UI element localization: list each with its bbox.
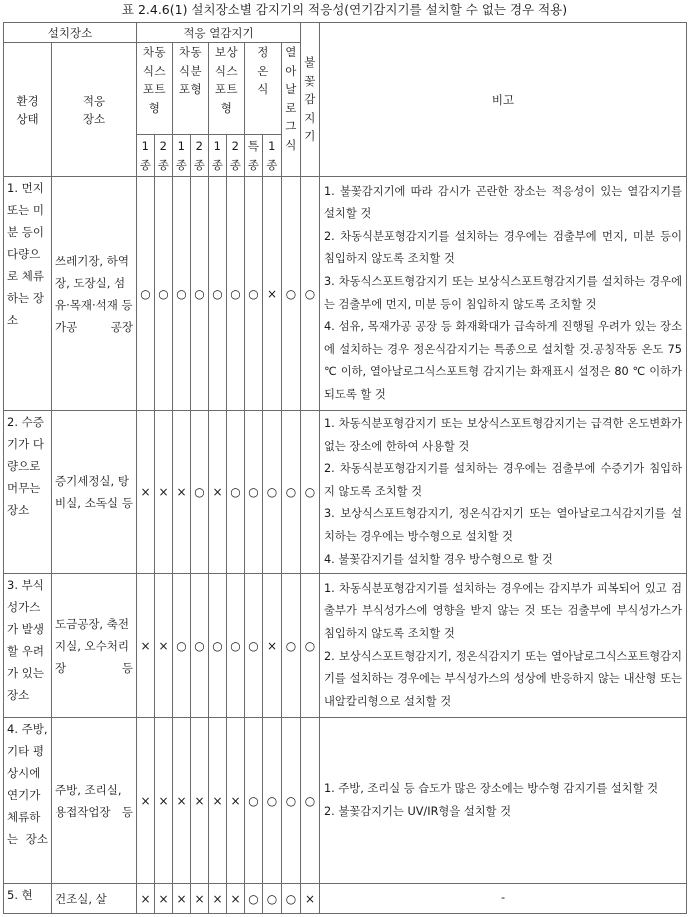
mark-cell: ○ <box>209 574 227 718</box>
mark-cell: × <box>155 411 173 574</box>
mark-cell: ○ <box>227 411 245 574</box>
mark-cell: × <box>191 718 209 884</box>
mark-cell: × <box>155 718 173 884</box>
mark-cell: ○ <box>155 177 173 411</box>
detector-suitability-table <box>3 22 687 914</box>
mark-cell: ○ <box>301 574 320 718</box>
header-sub: 1 종 <box>263 135 282 177</box>
mark-cell: ○ <box>191 574 209 718</box>
header-install-place: 설치장소 <box>4 23 137 43</box>
remarks-cell <box>320 718 687 884</box>
mark-cell: × <box>209 411 227 574</box>
header-sub: 1 종 <box>209 135 227 177</box>
remark-line: 1. 차동식분포형감지기를 설치하는 경우에는 감지부가 피복되어 있고 검출부가 부식성가스에 영향을 받지 않는 것 또는 검출부에 부식성가스가 침입하지 않도록 조치할 것 <box>324 581 682 641</box>
header-remarks: 비고 <box>320 23 687 177</box>
env-cell: 1. 먼지 또는 미분 등이 다량으로 체류하는 장소 <box>4 177 52 411</box>
header-env: 환경 상태 <box>4 43 52 177</box>
mark-cell: ○ <box>245 411 263 574</box>
mark-cell: ○ <box>263 718 282 884</box>
mark-cell: ○ <box>173 574 191 718</box>
mark-cell: × <box>173 884 191 914</box>
table-title: 표 2.4.6(1) 설치장소별 감지기의 적응성(연기감지기를 설치할 수 없는 경우 적용) <box>121 2 568 17</box>
mark-cell: × <box>173 411 191 574</box>
mark-cell: × <box>301 884 320 914</box>
remark-line: - <box>500 891 506 905</box>
mark-cell: × <box>137 574 155 718</box>
env-cell: 4. 주방, 기타 평상시에 연기가 체류하는 장소 <box>4 718 52 884</box>
header-col3: 보상 식스 포트 형 <box>209 43 245 135</box>
remark-line: 2. 차동식분포형감지기를 설치하는 경우에는 검출부에 먼지, 미분 등이 침입하지 않도록 조치할 것 <box>324 229 682 266</box>
mark-cell: ○ <box>245 177 263 411</box>
mark-cell: ○ <box>245 884 263 914</box>
mark-cell: × <box>263 574 282 718</box>
table-row <box>4 884 687 914</box>
mark-cell: ○ <box>263 884 282 914</box>
mark-cell: ○ <box>209 177 227 411</box>
remark-line: 2. 보상식스포트형감지기, 정온식감지기 또는 열아날로그식스포트형감지기를 설치하는 경우에는 부식성가스의 성상에 반응하지 않는 내산형 또는 내알칼리형으로 설치할 것 <box>324 649 682 708</box>
mark-cell: × <box>227 718 245 884</box>
place-cell: 주방, 조리실, 용접작업장 등 <box>52 718 137 884</box>
mark-cell: ○ <box>282 574 301 718</box>
header-heat-detector: 적응 열감지기 <box>137 23 301 43</box>
mark-cell: × <box>263 177 282 411</box>
remark-line: 2. 차동식분포형감지기를 설치하는 경우에는 검출부에 수증기가 침입하지 않도록 조치할 것 <box>324 462 682 498</box>
mark-cell: × <box>137 718 155 884</box>
remark-line: 4. 섬유, 목재가공 공장 등 화재확대가 급속하게 진행될 우려가 있는 장소에 설치하는 경우 정온식감지기는 특종으로 설치할 것.공칭작동 온도 75 ℃ 이하, 열아날로그식스포트형 감지기는 화재표시 설정은 80 ℃ 이하가 되도록 할 것 <box>324 320 682 401</box>
env-cell: 2. 수증기가 다량으로 머무는 장소 <box>4 411 52 574</box>
header-place: 적응 장소 <box>52 43 137 177</box>
remarks-cell <box>320 177 687 411</box>
mark-cell: ○ <box>227 177 245 411</box>
mark-cell: ○ <box>191 177 209 411</box>
remarks-cell <box>320 411 687 574</box>
mark-cell: ○ <box>137 177 155 411</box>
remarks-cell <box>320 884 687 914</box>
mark-cell: ○ <box>301 411 320 574</box>
mark-cell: × <box>137 884 155 914</box>
header-col4: 정 온 식 <box>245 43 282 135</box>
mark-cell: × <box>137 411 155 574</box>
mark-cell: ○ <box>227 574 245 718</box>
header-col5: 열 아 날 로 그 식 <box>282 43 301 177</box>
remark-line: 3. 차동식스포트형감지기 또는 보상식스포트형감지기를 설치하는 경우에는 검출부에 먼지, 미분 등이 침입하지 않도록 조치할 것 <box>324 274 682 311</box>
header-col2: 차동 식분 포형 <box>173 43 209 135</box>
remark-line: 1. 주방, 조리실 등 습도가 많은 장소에는 방수형 감지기를 설치할 것 <box>324 782 659 796</box>
mark-cell: ○ <box>282 411 301 574</box>
mark-cell: ○ <box>245 574 263 718</box>
header-sub: 특 종 <box>245 135 263 177</box>
header-flame-detector: 불 꽃 감 지 기 <box>301 23 320 177</box>
header-col1: 차동 식스 포트 형 <box>137 43 173 135</box>
mark-cell: ○ <box>282 718 301 884</box>
mark-cell: ○ <box>301 718 320 884</box>
mark-cell: ○ <box>282 177 301 411</box>
header-sub: 2 종 <box>191 135 209 177</box>
mark-cell: × <box>191 884 209 914</box>
env-cell: 5. 현 <box>4 884 52 914</box>
mark-cell: × <box>155 574 173 718</box>
mark-cell: × <box>155 884 173 914</box>
remark-line: 2. 불꽃감지기는 UV/IR형을 설치할 것 <box>324 804 512 818</box>
header-sub: 1 종 <box>173 135 191 177</box>
mark-cell: × <box>173 718 191 884</box>
mark-cell: × <box>209 884 227 914</box>
remark-line: 1. 불꽃감지기에 따라 감시가 곤란한 장소는 적응성이 있는 열감지기를 설치할 것 <box>324 184 682 221</box>
table-row <box>4 177 687 411</box>
remarks-cell <box>320 574 687 718</box>
mark-cell: ○ <box>191 411 209 574</box>
table-row <box>4 718 687 884</box>
remark-line: 1. 차동식분포형감지기 또는 보상식스포트형감지기는 급격한 온도변화가 없는 장소에 한하여 사용할 것 <box>324 417 682 453</box>
mark-cell: ○ <box>282 884 301 914</box>
place-cell: 건조실, 살 <box>52 884 137 914</box>
remark-line: 3. 보상식스포트형감지기, 정온식감지기 또는 열아날로그식감지기를 설치하는 경우에는 방수형으로 설치할 것 <box>324 507 682 543</box>
mark-cell: × <box>227 884 245 914</box>
mark-cell: ○ <box>301 177 320 411</box>
table-row <box>4 574 687 718</box>
mark-cell: × <box>209 718 227 884</box>
mark-cell: ○ <box>245 718 263 884</box>
header-sub: 2 종 <box>155 135 173 177</box>
env-cell: 3. 부식성가스가 발생할 우려가 있는 장소 <box>4 574 52 718</box>
header-sub: 2 종 <box>227 135 245 177</box>
mark-cell: ○ <box>263 411 282 574</box>
place-cell: 증기세정실, 탕비실, 소독실 등 <box>52 411 137 574</box>
header-sub: 1 종 <box>137 135 155 177</box>
table-row <box>4 411 687 574</box>
place-cell: 쓰레기장, 하역장, 도장실, 섬유·목재·석재 등 가공 공장 <box>52 177 137 411</box>
mark-cell: ○ <box>173 177 191 411</box>
remark-line: 4. 불꽃감지기를 설치할 경우 방수형으로 할 것 <box>324 552 553 566</box>
place-cell: 도금공장, 축전지실, 오수처리장 등 <box>52 574 137 718</box>
